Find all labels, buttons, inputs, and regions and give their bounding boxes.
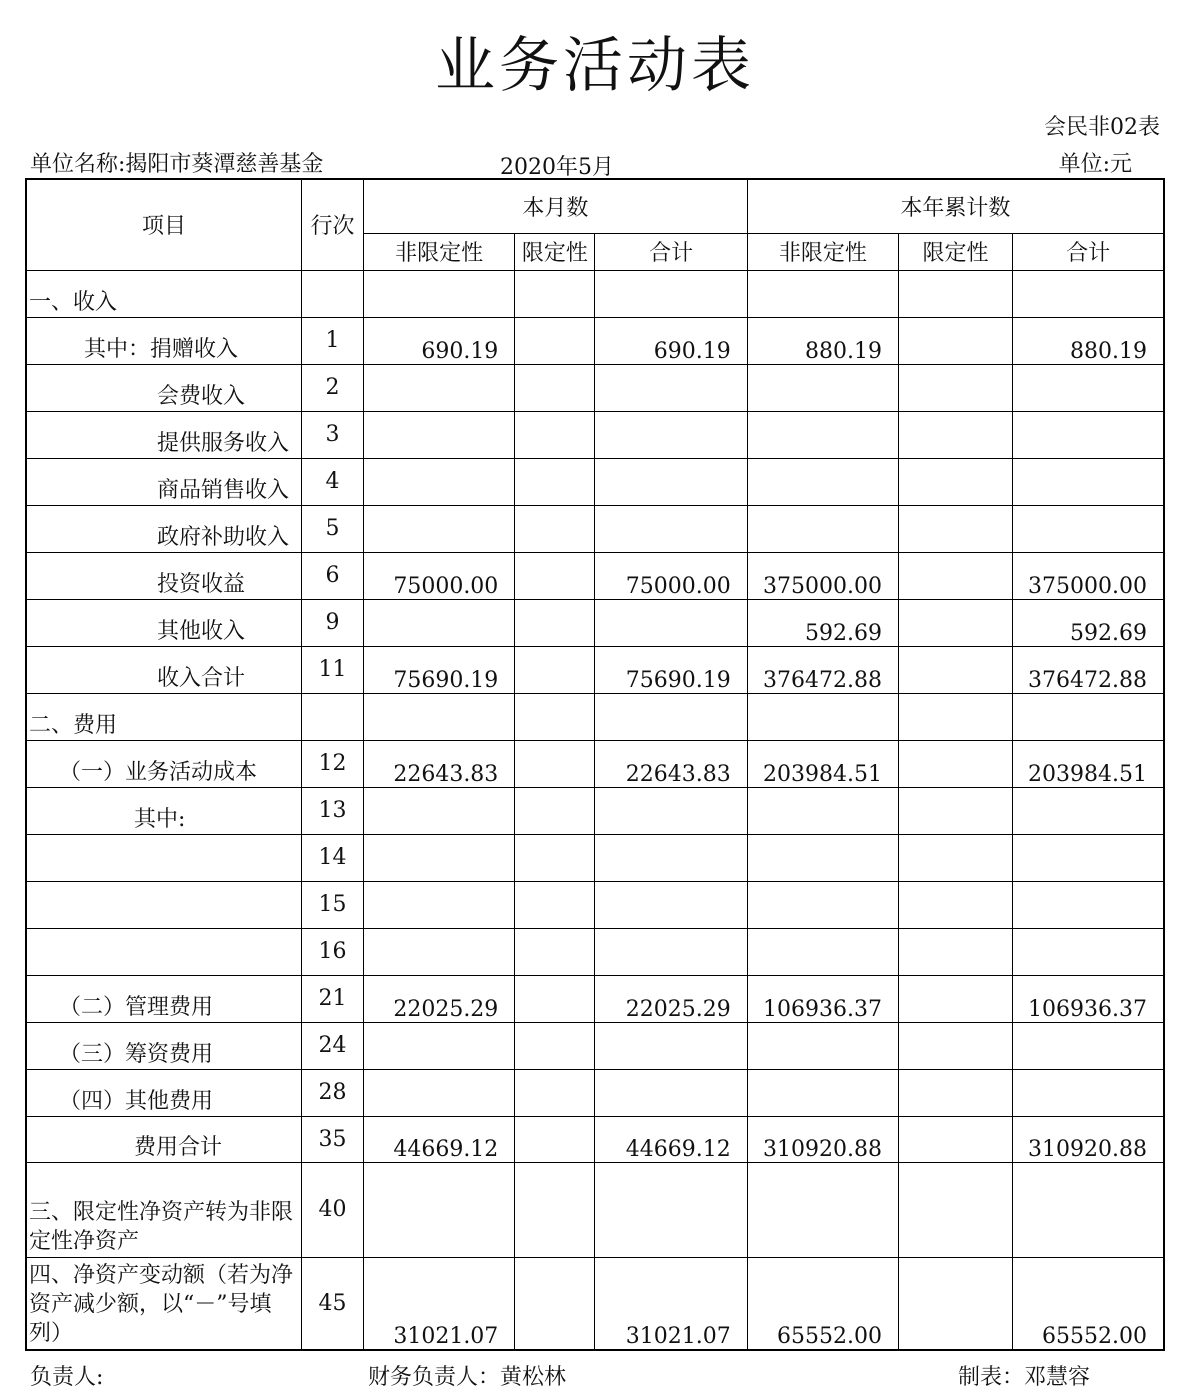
- cell-month-restricted: [515, 693, 595, 740]
- row-line-number: 35: [301, 1116, 363, 1162]
- cell-month-restricted: [515, 1116, 595, 1162]
- report-period: 2020年5月: [500, 155, 614, 180]
- row-label: 商品销售收入: [26, 458, 301, 505]
- header-year-restricted: 限定性: [898, 233, 1012, 270]
- row-line-number: 14: [301, 834, 363, 881]
- cell-month-unrestricted: [364, 881, 515, 928]
- cell-month-restricted: [515, 834, 595, 881]
- cell-month-unrestricted: 75690.19: [364, 646, 515, 693]
- table-row: [26, 552, 1164, 599]
- cell-month-unrestricted: [364, 458, 515, 505]
- table-row: [26, 270, 1164, 317]
- row-line-number: 40: [301, 1162, 363, 1257]
- row-line-number: 24: [301, 1022, 363, 1069]
- unit-name: 单位名称:揭阳市葵潭慈善基金: [30, 152, 324, 177]
- row-label: 三、限定性净资产转为非限定性净资产: [26, 1162, 301, 1257]
- cell-year-total: 203984.51: [1013, 740, 1164, 787]
- cell-year-unrestricted: [747, 834, 898, 881]
- footer-responsible: 负责人:: [30, 1365, 104, 1390]
- header-month-unrestricted: 非限定性: [364, 233, 515, 270]
- cell-year-total: [1013, 270, 1164, 317]
- cell-year-unrestricted: [747, 505, 898, 552]
- cell-month-unrestricted: [364, 599, 515, 646]
- table-row: [26, 928, 1164, 975]
- cell-month-restricted: [515, 458, 595, 505]
- cell-month-unrestricted: [364, 270, 515, 317]
- row-line-number: 12: [301, 740, 363, 787]
- row-label: 其他收入: [26, 599, 301, 646]
- row-line-number: 13: [301, 787, 363, 834]
- table-row: [26, 740, 1164, 787]
- row-line-number: 28: [301, 1069, 363, 1116]
- cell-year-restricted: [898, 928, 1012, 975]
- cell-year-restricted: [898, 834, 1012, 881]
- cell-month-unrestricted: [364, 693, 515, 740]
- cell-year-restricted: [898, 364, 1012, 411]
- cell-year-total: [1013, 364, 1164, 411]
- cell-year-restricted: [898, 693, 1012, 740]
- cell-month-total: [595, 834, 747, 881]
- cell-year-unrestricted: 880.19: [747, 317, 898, 364]
- row-line-number: 6: [301, 552, 363, 599]
- cell-month-unrestricted: [364, 1162, 515, 1257]
- cell-month-total: [595, 364, 747, 411]
- row-line-number: [301, 270, 363, 317]
- row-label: 会费收入: [26, 364, 301, 411]
- cell-year-unrestricted: [747, 458, 898, 505]
- cell-year-restricted: [898, 975, 1012, 1022]
- row-label: （一）业务活动成本: [26, 740, 301, 787]
- cell-month-unrestricted: [364, 1022, 515, 1069]
- cell-year-total: 375000.00: [1013, 552, 1164, 599]
- cell-month-restricted: [515, 317, 595, 364]
- cell-month-total: 44669.12: [595, 1116, 747, 1162]
- cell-year-restricted: [898, 881, 1012, 928]
- row-label: 投资收益: [26, 552, 301, 599]
- cell-month-restricted: [515, 928, 595, 975]
- cell-year-restricted: [898, 317, 1012, 364]
- cell-year-unrestricted: [747, 1162, 898, 1257]
- row-label: 政府补助收入: [26, 505, 301, 552]
- cell-month-total: [595, 270, 747, 317]
- row-line-number: 45: [301, 1257, 363, 1350]
- cell-month-unrestricted: [364, 505, 515, 552]
- table-row: [26, 1022, 1164, 1069]
- footer-finance-head: 财务负责人：黄松林: [368, 1365, 567, 1390]
- table-row: [26, 834, 1164, 881]
- cell-month-unrestricted: [364, 411, 515, 458]
- cell-year-total: 65552.00: [1013, 1257, 1164, 1350]
- header-line: 行次: [301, 179, 363, 270]
- cell-year-unrestricted: [747, 270, 898, 317]
- cell-month-restricted: [515, 975, 595, 1022]
- cell-month-restricted: [515, 1022, 595, 1069]
- cell-year-unrestricted: 65552.00: [747, 1257, 898, 1350]
- cell-year-unrestricted: [747, 364, 898, 411]
- cell-month-unrestricted: 75000.00: [364, 552, 515, 599]
- table-row: [26, 1257, 1164, 1350]
- header-month-restricted: 限定性: [515, 233, 595, 270]
- cell-month-restricted: [515, 1162, 595, 1257]
- cell-month-restricted: [515, 505, 595, 552]
- row-line-number: 9: [301, 599, 363, 646]
- row-line-number: 3: [301, 411, 363, 458]
- row-label: 二、费用: [26, 693, 301, 740]
- cell-year-unrestricted: [747, 881, 898, 928]
- cell-year-total: [1013, 411, 1164, 458]
- cell-month-total: [595, 693, 747, 740]
- cell-year-unrestricted: 375000.00: [747, 552, 898, 599]
- table-row: [26, 881, 1164, 928]
- cell-year-total: [1013, 787, 1164, 834]
- cell-month-unrestricted: 31021.07: [364, 1257, 515, 1350]
- cell-month-total: [595, 458, 747, 505]
- cell-year-unrestricted: 376472.88: [747, 646, 898, 693]
- cell-year-unrestricted: 592.69: [747, 599, 898, 646]
- row-line-number: 1: [301, 317, 363, 364]
- cell-year-total: [1013, 1069, 1164, 1116]
- cell-year-total: [1013, 1022, 1164, 1069]
- row-line-number: [301, 693, 363, 740]
- table-row: [26, 975, 1164, 1022]
- cell-month-total: [595, 505, 747, 552]
- cell-month-total: [595, 411, 747, 458]
- cell-month-restricted: [515, 599, 595, 646]
- cell-month-total: 690.19: [595, 317, 747, 364]
- row-line-number: 5: [301, 505, 363, 552]
- cell-month-unrestricted: 690.19: [364, 317, 515, 364]
- row-label: 收入合计: [26, 646, 301, 693]
- cell-year-restricted: [898, 599, 1012, 646]
- cell-month-unrestricted: [364, 1069, 515, 1116]
- cell-month-restricted: [515, 411, 595, 458]
- cell-year-total: [1013, 928, 1164, 975]
- row-line-number: 15: [301, 881, 363, 928]
- cell-year-unrestricted: 310920.88: [747, 1116, 898, 1162]
- cell-year-restricted: [898, 740, 1012, 787]
- cell-year-total: [1013, 834, 1164, 881]
- header-month-group: 本月数: [364, 179, 748, 233]
- header-year-group: 本年累计数: [747, 179, 1164, 233]
- row-line-number: 11: [301, 646, 363, 693]
- cell-month-unrestricted: [364, 787, 515, 834]
- row-label: 费用合计: [26, 1116, 301, 1162]
- cell-year-total: [1013, 505, 1164, 552]
- cell-month-unrestricted: 22643.83: [364, 740, 515, 787]
- cell-year-restricted: [898, 646, 1012, 693]
- footer-preparer: 制表：邓慧容: [958, 1365, 1091, 1390]
- cell-year-unrestricted: 203984.51: [747, 740, 898, 787]
- cell-month-total: 31021.07: [595, 1257, 747, 1350]
- cell-month-total: 22025.29: [595, 975, 747, 1022]
- cell-month-restricted: [515, 1257, 595, 1350]
- cell-year-total: 376472.88: [1013, 646, 1164, 693]
- table-row: [26, 787, 1164, 834]
- cell-month-restricted: [515, 646, 595, 693]
- currency-unit: 单位:元: [1058, 152, 1132, 177]
- table-row: [26, 458, 1164, 505]
- cell-year-restricted: [898, 1162, 1012, 1257]
- cell-year-restricted: [898, 458, 1012, 505]
- header-year-unrestricted: 非限定性: [747, 233, 898, 270]
- cell-year-restricted: [898, 1257, 1012, 1350]
- row-label: 其中:: [26, 787, 301, 834]
- cell-month-unrestricted: [364, 928, 515, 975]
- cell-month-unrestricted: 22025.29: [364, 975, 515, 1022]
- cell-year-restricted: [898, 1022, 1012, 1069]
- cell-month-unrestricted: 44669.12: [364, 1116, 515, 1162]
- cell-year-restricted: [898, 270, 1012, 317]
- row-label: 提供服务收入: [26, 411, 301, 458]
- table-row: [26, 1116, 1164, 1162]
- table-row: [26, 364, 1164, 411]
- cell-year-total: [1013, 458, 1164, 505]
- row-label: （二）管理费用: [26, 975, 301, 1022]
- row-line-number: 4: [301, 458, 363, 505]
- row-label: [26, 928, 301, 975]
- cell-month-total: [595, 1069, 747, 1116]
- header-item: 项目: [26, 179, 301, 270]
- row-label: 其中：捐赠收入: [26, 317, 301, 364]
- cell-year-restricted: [898, 505, 1012, 552]
- header-year-total: 合计: [1013, 233, 1164, 270]
- cell-month-total: 75690.19: [595, 646, 747, 693]
- cell-month-total: 75000.00: [595, 552, 747, 599]
- cell-year-total: 106936.37: [1013, 975, 1164, 1022]
- row-label: 一、收入: [26, 270, 301, 317]
- cell-month-total: [595, 599, 747, 646]
- row-label: [26, 881, 301, 928]
- cell-month-total: [595, 928, 747, 975]
- table-row: [26, 411, 1164, 458]
- cell-year-total: [1013, 693, 1164, 740]
- cell-month-restricted: [515, 881, 595, 928]
- row-label: 四、净资产变动额（若为净资产减少额，以“－”号填列）: [26, 1257, 301, 1350]
- activity-table: [25, 178, 1165, 1351]
- cell-month-restricted: [515, 787, 595, 834]
- cell-month-total: [595, 881, 747, 928]
- row-label: [26, 834, 301, 881]
- cell-month-total: [595, 1162, 747, 1257]
- cell-year-unrestricted: [747, 928, 898, 975]
- table-row: [26, 1069, 1164, 1116]
- table-row: [26, 1162, 1164, 1257]
- form-code: 会民非02表: [1044, 115, 1160, 140]
- cell-month-restricted: [515, 552, 595, 599]
- cell-month-total: 22643.83: [595, 740, 747, 787]
- report-title: 业务活动表: [435, 31, 755, 101]
- cell-month-restricted: [515, 364, 595, 411]
- row-line-number: 16: [301, 928, 363, 975]
- cell-year-total: 880.19: [1013, 317, 1164, 364]
- cell-year-unrestricted: [747, 693, 898, 740]
- row-label: （三）筹资费用: [26, 1022, 301, 1069]
- cell-year-unrestricted: 106936.37: [747, 975, 898, 1022]
- cell-year-total: [1013, 1162, 1164, 1257]
- table-row: [26, 599, 1164, 646]
- cell-year-total: 310920.88: [1013, 1116, 1164, 1162]
- cell-month-restricted: [515, 1069, 595, 1116]
- header-month-total: 合计: [595, 233, 747, 270]
- cell-year-total: 592.69: [1013, 599, 1164, 646]
- cell-month-restricted: [515, 270, 595, 317]
- cell-month-unrestricted: [364, 834, 515, 881]
- cell-month-unrestricted: [364, 364, 515, 411]
- cell-year-restricted: [898, 411, 1012, 458]
- row-label: （四）其他费用: [26, 1069, 301, 1116]
- cell-year-restricted: [898, 552, 1012, 599]
- cell-year-unrestricted: [747, 787, 898, 834]
- table-row: [26, 646, 1164, 693]
- cell-year-unrestricted: [747, 1022, 898, 1069]
- table-row: [26, 693, 1164, 740]
- cell-year-restricted: [898, 787, 1012, 834]
- table-row: [26, 505, 1164, 552]
- cell-year-unrestricted: [747, 411, 898, 458]
- table-row: [26, 317, 1164, 364]
- cell-year-unrestricted: [747, 1069, 898, 1116]
- row-line-number: 2: [301, 364, 363, 411]
- cell-month-total: [595, 1022, 747, 1069]
- cell-month-total: [595, 787, 747, 834]
- cell-year-restricted: [898, 1116, 1012, 1162]
- row-line-number: 21: [301, 975, 363, 1022]
- cell-year-restricted: [898, 1069, 1012, 1116]
- cell-month-restricted: [515, 740, 595, 787]
- cell-year-total: [1013, 881, 1164, 928]
